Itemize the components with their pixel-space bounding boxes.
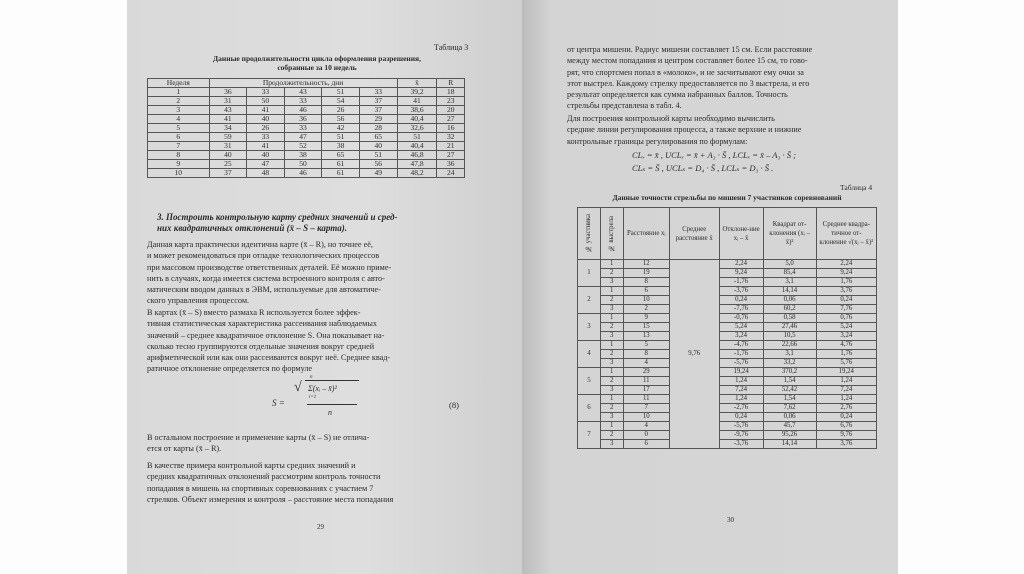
table-cell-x: 11 (623, 377, 669, 386)
table-cell-s: 2 (600, 431, 623, 440)
paragraph-target-radius (567, 44, 887, 112)
table-cell-q: 14,14 (763, 287, 816, 296)
table-cell-q: 1,54 (763, 377, 816, 386)
table-cell: 40 (359, 142, 397, 151)
table-cell-p: 2 (578, 287, 601, 314)
header-deviation: Отклоне-ние xᵢ – x̄ (719, 208, 763, 260)
table-cell-d: 0,24 (719, 413, 763, 422)
table-cell: 33 (247, 88, 285, 97)
table-cell-x: 10 (623, 413, 669, 422)
table-cell: 41 (247, 106, 285, 115)
table-cell: 61 (322, 160, 360, 169)
table-cell-x: 8 (623, 278, 669, 287)
table-cell-s: 3 (600, 332, 623, 341)
table-cell-d: 19,24 (719, 368, 763, 377)
table-cell: 37 (359, 97, 397, 106)
table-cell: 16 (437, 124, 465, 133)
table-cell: 42 (322, 124, 360, 133)
table-cell-s: 2 (600, 269, 623, 278)
table-cell: 33 (284, 97, 322, 106)
text-line: стрелков. Объект измерения и контроля – расстояние места попадания (147, 494, 394, 504)
table-cell: 40,4 (397, 142, 437, 151)
section-3-heading: 3. Построить контрольную карту средних значений и сред- них квадратичных отклонений (x̄ – S – карта). (157, 212, 398, 233)
table-cell: 10 (148, 169, 210, 178)
table-cell: 18 (437, 88, 465, 97)
table-cell-s: 3 (600, 386, 623, 395)
table-cell-x: 4 (623, 422, 669, 431)
table-cell-q: 0,06 (763, 413, 816, 422)
table-row (578, 422, 877, 431)
table-cell-q: 14,14 (763, 440, 816, 449)
paragraph-xs-chart-intro (147, 239, 487, 307)
text-line: от центра мишени. Радиус мишени составляет 15 см. Если расстояние (567, 45, 813, 54)
table-cell: 50 (247, 97, 285, 106)
table-cell: 37 (209, 169, 247, 178)
table-cell: 51 (397, 133, 437, 142)
table-cell: 47 (247, 160, 285, 169)
table-cell: 27 (437, 115, 465, 124)
table-cell-mean: 9,76 (669, 260, 719, 449)
table-cell-x: 6 (623, 287, 669, 296)
table-cell: 8 (148, 151, 210, 160)
paragraph-other-construction (147, 432, 487, 455)
table-cell: 36 (284, 115, 322, 124)
table-row (578, 395, 877, 404)
table-3-title: Данные продолжительности цикла оформления разрешения, собранные за 10 недель (213, 54, 421, 72)
table-cell: 39,2 (397, 88, 437, 97)
table-cell-p: 5 (578, 368, 601, 395)
table-cell: 46 (284, 106, 322, 115)
cycle-duration-table (147, 78, 465, 178)
table-cell: 52 (284, 142, 322, 151)
header-mean: x̄ (397, 79, 437, 88)
text-line: контрольные границы регулирования по формулам: (567, 136, 748, 146)
table-cell-x: 10 (623, 296, 669, 305)
text-line: арифметической или как они рассеиваются вокруг неё. Среднее квад- (147, 353, 391, 363)
table-cell-x: 9 (623, 314, 669, 323)
table-cell-s: 2 (600, 404, 623, 413)
table-cell-q: 45,7 (763, 422, 816, 431)
left-page (127, 0, 522, 574)
table-cell-d: 1,24 (719, 377, 763, 386)
table-cell-x: 11 (623, 395, 669, 404)
table-cell-s: 1 (600, 422, 623, 431)
text-line: В остальном построение и применение карты (x̄ – S) не отлича- (147, 433, 370, 442)
table-cell-d: -0,76 (719, 314, 763, 323)
table-cell: 46 (284, 169, 322, 178)
table-cell: 48,2 (397, 169, 437, 178)
text-line: средних квадратичных отклонений рассмотрим контроль точности (147, 472, 381, 482)
table-cell-s: 2 (600, 296, 623, 305)
table-cell: 24 (437, 169, 465, 178)
table-cell-q: 60,2 (763, 305, 816, 314)
table-cell-d: 7,24 (719, 386, 763, 395)
paragraph-shooting-example (147, 460, 487, 505)
table-cell-d: 9,24 (719, 269, 763, 278)
table-cell: 47,8 (397, 160, 437, 169)
shooting-accuracy-table (577, 207, 877, 449)
table-cell: 36 (209, 88, 247, 97)
table-cell-m: 7,24 (816, 386, 876, 395)
table-cell-x: 4 (623, 359, 669, 368)
table-cell-s: 3 (600, 440, 623, 449)
table-cell-s: 1 (600, 368, 623, 377)
table-cell-x: 19 (623, 269, 669, 278)
table-cell-d: -3,76 (719, 287, 763, 296)
table-cell: 26 (247, 124, 285, 133)
table-cell-d: 1,24 (719, 395, 763, 404)
table-cell-q: 85,4 (763, 269, 816, 278)
text-line: результат определяется как сумма набранных баллов. Точность (567, 90, 788, 100)
text-line: этот выстрел. Каждому стрелку предоставляется по 3 выстрела, и его (567, 78, 810, 88)
page-number-left: 29 (317, 523, 324, 531)
text-line: стрельбы представлена в табл. 4. (567, 101, 682, 111)
table-cell-x: 12 (623, 260, 669, 269)
table-cell-s: 3 (600, 278, 623, 287)
table-cell-x: 2 (623, 305, 669, 314)
table-cell: 43 (209, 106, 247, 115)
table-cell-q: 1,54 (763, 395, 816, 404)
text-line: сколько тесно группируются отдельные значения вокруг средней (147, 341, 375, 351)
table-cell: 23 (437, 97, 465, 106)
table-cell-s: 1 (600, 314, 623, 323)
table-cell-s: 3 (600, 359, 623, 368)
table-row (578, 260, 877, 269)
text-line: ется от карты (x̄ – R). (147, 444, 222, 454)
table-4-caption: Таблица 4 (840, 183, 873, 192)
table-cell: 32 (437, 133, 465, 142)
open-book-spread (127, 0, 898, 574)
table-cell-d: 2,24 (719, 260, 763, 269)
table-row (578, 350, 877, 359)
table-cell-s: 1 (600, 341, 623, 350)
table-cell-m: 5,24 (816, 323, 876, 332)
table-cell: 6 (148, 133, 210, 142)
table-row (578, 314, 877, 323)
right-page (522, 0, 898, 574)
text-line: и может рекомендоваться при отладке технологических процессов (147, 251, 380, 261)
table-cell-q: 22,66 (763, 341, 816, 350)
control-limit-formulas: CLₓ = x̄ , UCLₓ = x̄ + A₃ · S̄ , LCLₓ = x̄ – A₃ · S̄ ; CLₛ = S̄ , UCLₛ = D₄ · S̄ , LCLₛ = D₃ · S̄ . (632, 150, 797, 173)
text-line: матическим вводом данных в ЭВМ, используемые для автоматиче- (147, 285, 381, 295)
table-cell: 65 (359, 133, 397, 142)
table-cell-p: 6 (578, 395, 601, 422)
table-cell: 38 (284, 151, 322, 160)
table-cell: 33 (284, 124, 322, 133)
table-cell: 40,4 (397, 115, 437, 124)
table-cell-d: -1,76 (719, 278, 763, 287)
table-cell-q: 52,42 (763, 386, 816, 395)
table-cell-m: 2,24 (816, 260, 876, 269)
table-row (578, 404, 877, 413)
table-row (578, 413, 877, 422)
table-cell: 4 (148, 115, 210, 124)
table-cell: 56 (322, 115, 360, 124)
table-cell: 46,8 (397, 151, 437, 160)
table-row (578, 332, 877, 341)
table-cell-m: 1,76 (816, 350, 876, 359)
table-cell-q: 10,5 (763, 332, 816, 341)
table-row (578, 305, 877, 314)
table-cell-x: 0 (623, 431, 669, 440)
header-duration: Продолжительность, дни (209, 79, 397, 88)
table-cell-p: 7 (578, 422, 601, 449)
table-cell-q: 3,1 (763, 350, 816, 359)
table-cell-m: 4,76 (816, 341, 876, 350)
table-cell-d: -2,76 (719, 404, 763, 413)
table-row (578, 323, 877, 332)
table-cell-d: -9,76 (719, 431, 763, 440)
table-cell: 31 (209, 97, 247, 106)
table-cell: 26 (322, 106, 360, 115)
table-cell: 54 (322, 97, 360, 106)
header-participant: № участника (578, 208, 601, 260)
table-cell-x: 8 (623, 350, 669, 359)
table-cell-q: 370,2 (763, 368, 816, 377)
header-sq-deviation: Квадрат от-клонения (xᵢ – x̄)² (763, 208, 816, 260)
table-cell-m: 0,24 (816, 296, 876, 305)
table-cell-m: 9,24 (816, 269, 876, 278)
table-cell-x: 5 (623, 341, 669, 350)
table-cell-d: -3,76 (719, 440, 763, 449)
table-cell: 51 (322, 88, 360, 97)
table-cell: 3 (148, 106, 210, 115)
table-cell-x: 6 (623, 440, 669, 449)
table-cell-s: 2 (600, 323, 623, 332)
header-mean-distance: Среднее расстояние x̄ (669, 208, 719, 260)
table-cell-s: 1 (600, 395, 623, 404)
formula-8: S = √ n Σ(xᵢ – x̄)² i=1 n (8) (272, 375, 459, 417)
table-cell-s: 2 (600, 377, 623, 386)
table-row (148, 169, 465, 178)
table-cell-m: 9,76 (816, 431, 876, 440)
table-row (578, 377, 877, 386)
table-cell-d: 0,24 (719, 296, 763, 305)
table-cell-d: -7,76 (719, 305, 763, 314)
table-cell: 20 (437, 106, 465, 115)
table-cell-q: 95,26 (763, 431, 816, 440)
text-line: между местом попадания и центром составляет более 15 см, то гово- (567, 56, 808, 66)
table-row (578, 368, 877, 377)
table-row (578, 278, 877, 287)
paragraph-control-limits (567, 113, 887, 147)
text-line: ского управления процессом. (147, 296, 250, 306)
header-week: Неделя (148, 79, 210, 88)
table-cell: 40 (247, 151, 285, 160)
table-cell: 27 (437, 151, 465, 160)
page-number-right: 30 (727, 516, 734, 524)
table-cell-q: 27,46 (763, 323, 816, 332)
table-cell-m: 7,76 (816, 305, 876, 314)
table-cell-s: 1 (600, 260, 623, 269)
text-line: рят, что спортсмен попал в «молоко», и не засчитывают ему очки за (567, 67, 804, 77)
table-cell: 50 (284, 160, 322, 169)
table-cell-m: 2,76 (816, 404, 876, 413)
table-cell-m: 1,24 (816, 395, 876, 404)
table-cell-p: 1 (578, 260, 601, 287)
table-cell-d: -5,76 (719, 422, 763, 431)
table-cell: 38 (322, 142, 360, 151)
table-cell: 7 (148, 142, 210, 151)
table-cell-d: -1,76 (719, 350, 763, 359)
table-cell-m: 0,24 (816, 413, 876, 422)
text-line: нить в случаях, когда имеется система встроенного контроля с авто- (147, 273, 385, 283)
table-cell-m: 3,76 (816, 440, 876, 449)
table-cell-q: 3,1 (763, 278, 816, 287)
text-line: В картах (x̄ – S) вместо размаха R используется более эффек- (147, 308, 361, 317)
table-cell: 28 (359, 124, 397, 133)
table-row (578, 431, 877, 440)
table-cell: 37 (359, 106, 397, 115)
table-cell: 2 (148, 97, 210, 106)
table-cell: 33 (247, 133, 285, 142)
table-cell-x: 17 (623, 386, 669, 395)
table-cell: 61 (322, 169, 360, 178)
table-cell-m: 6,76 (816, 422, 876, 431)
table-cell-s: 3 (600, 305, 623, 314)
table-cell-q: 5,0 (763, 260, 816, 269)
table-row (578, 269, 877, 278)
text-line: Для построения контрольной карты необходимо вычислить (567, 114, 775, 123)
table-cell: 47 (284, 133, 322, 142)
table-cell-x: 29 (623, 368, 669, 377)
table-cell: 5 (148, 124, 210, 133)
table-cell: 9 (148, 160, 210, 169)
paragraph-std-deviation (147, 307, 487, 375)
table-4-title: Данные точности стрельбы по мишени 7 участников соревнований (612, 193, 842, 202)
table-cell-x: 15 (623, 323, 669, 332)
text-line: Данная карта практически идентична карте (x̄ – R), но точнее её, (147, 240, 373, 249)
table-cell-m: 0,76 (816, 314, 876, 323)
table-cell-d: 5,24 (719, 323, 763, 332)
table-cell-s: 2 (600, 350, 623, 359)
table-cell: 29 (359, 115, 397, 124)
table-cell-q: 7,62 (763, 404, 816, 413)
table-cell: 41 (209, 115, 247, 124)
header-shot: № выстрела (600, 208, 623, 260)
table-cell-m: 3,76 (816, 287, 876, 296)
table-cell-x: 13 (623, 332, 669, 341)
formula-number: (8) (449, 400, 459, 410)
table-cell: 34 (209, 124, 247, 133)
table-cell: 51 (359, 151, 397, 160)
table-cell-s: 3 (600, 413, 623, 422)
table-cell: 36 (437, 160, 465, 169)
text-line: ратичное отклонение определяется по формуле (147, 364, 313, 374)
table-row (578, 386, 877, 395)
table-cell-p: 4 (578, 341, 601, 368)
table-cell-q: 0,06 (763, 296, 816, 305)
header-distance: Расстояние xᵢ (623, 208, 669, 260)
text-line: при массовом производстве ответственных деталей. Её можно приме- (147, 262, 392, 272)
text-line: попадания в мишень на спортивных соревнованиях с участием 7 (147, 483, 374, 493)
table-cell-m: 19,24 (816, 368, 876, 377)
table-cell-p: 3 (578, 314, 601, 341)
table-cell: 41 (247, 142, 285, 151)
table-cell: 21 (437, 142, 465, 151)
table-cell: 48 (247, 169, 285, 178)
table-cell-m: 5,76 (816, 359, 876, 368)
table-cell-q: 0,58 (763, 314, 816, 323)
table-cell: 40 (247, 115, 285, 124)
table-cell: 1 (148, 88, 210, 97)
header-mean-sq-deviation: Среднее квадра-тичное от-клонение √(xᵢ – x̄)² (816, 208, 876, 260)
table-row (578, 287, 877, 296)
table-cell: 31 (209, 142, 247, 151)
table-cell: 51 (322, 133, 360, 142)
table-cell: 38,6 (397, 106, 437, 115)
table-cell: 41 (397, 97, 437, 106)
table-cell-m: 1,24 (816, 377, 876, 386)
table-cell: 56 (359, 160, 397, 169)
table-cell-x: 7 (623, 404, 669, 413)
text-line: В качестве примера контрольной карты средних значений и (147, 461, 356, 470)
table-3-caption: Таблица 3 (434, 43, 469, 52)
table-cell: 49 (359, 169, 397, 178)
table-cell: 32,6 (397, 124, 437, 133)
text-line: средние линии регулирования процесса, а также верхние и нижние (567, 125, 802, 135)
table-cell: 40 (209, 151, 247, 160)
table-row (578, 296, 877, 305)
table-cell: 43 (284, 88, 322, 97)
table-cell: 33 (359, 88, 397, 97)
table-cell-d: -5,76 (719, 359, 763, 368)
table-cell: 25 (209, 160, 247, 169)
table-row (578, 440, 877, 449)
table-cell-s: 1 (600, 287, 623, 296)
table-cell: 59 (209, 133, 247, 142)
table-row (578, 359, 877, 368)
text-line: тивная статистическая характеристика рассеивания наблюдаемых (147, 319, 377, 329)
text-line: значений – среднее квадратичное отклонение S. Она показывает на- (147, 330, 385, 340)
table-cell-d: 3,24 (719, 332, 763, 341)
table-cell-m: 3,24 (816, 332, 876, 341)
table-cell: 65 (322, 151, 360, 160)
table-cell-q: 33,2 (763, 359, 816, 368)
table-cell-m: 1,76 (816, 278, 876, 287)
table-cell-d: -4,76 (719, 341, 763, 350)
table-row (578, 341, 877, 350)
header-range: R (437, 79, 465, 88)
